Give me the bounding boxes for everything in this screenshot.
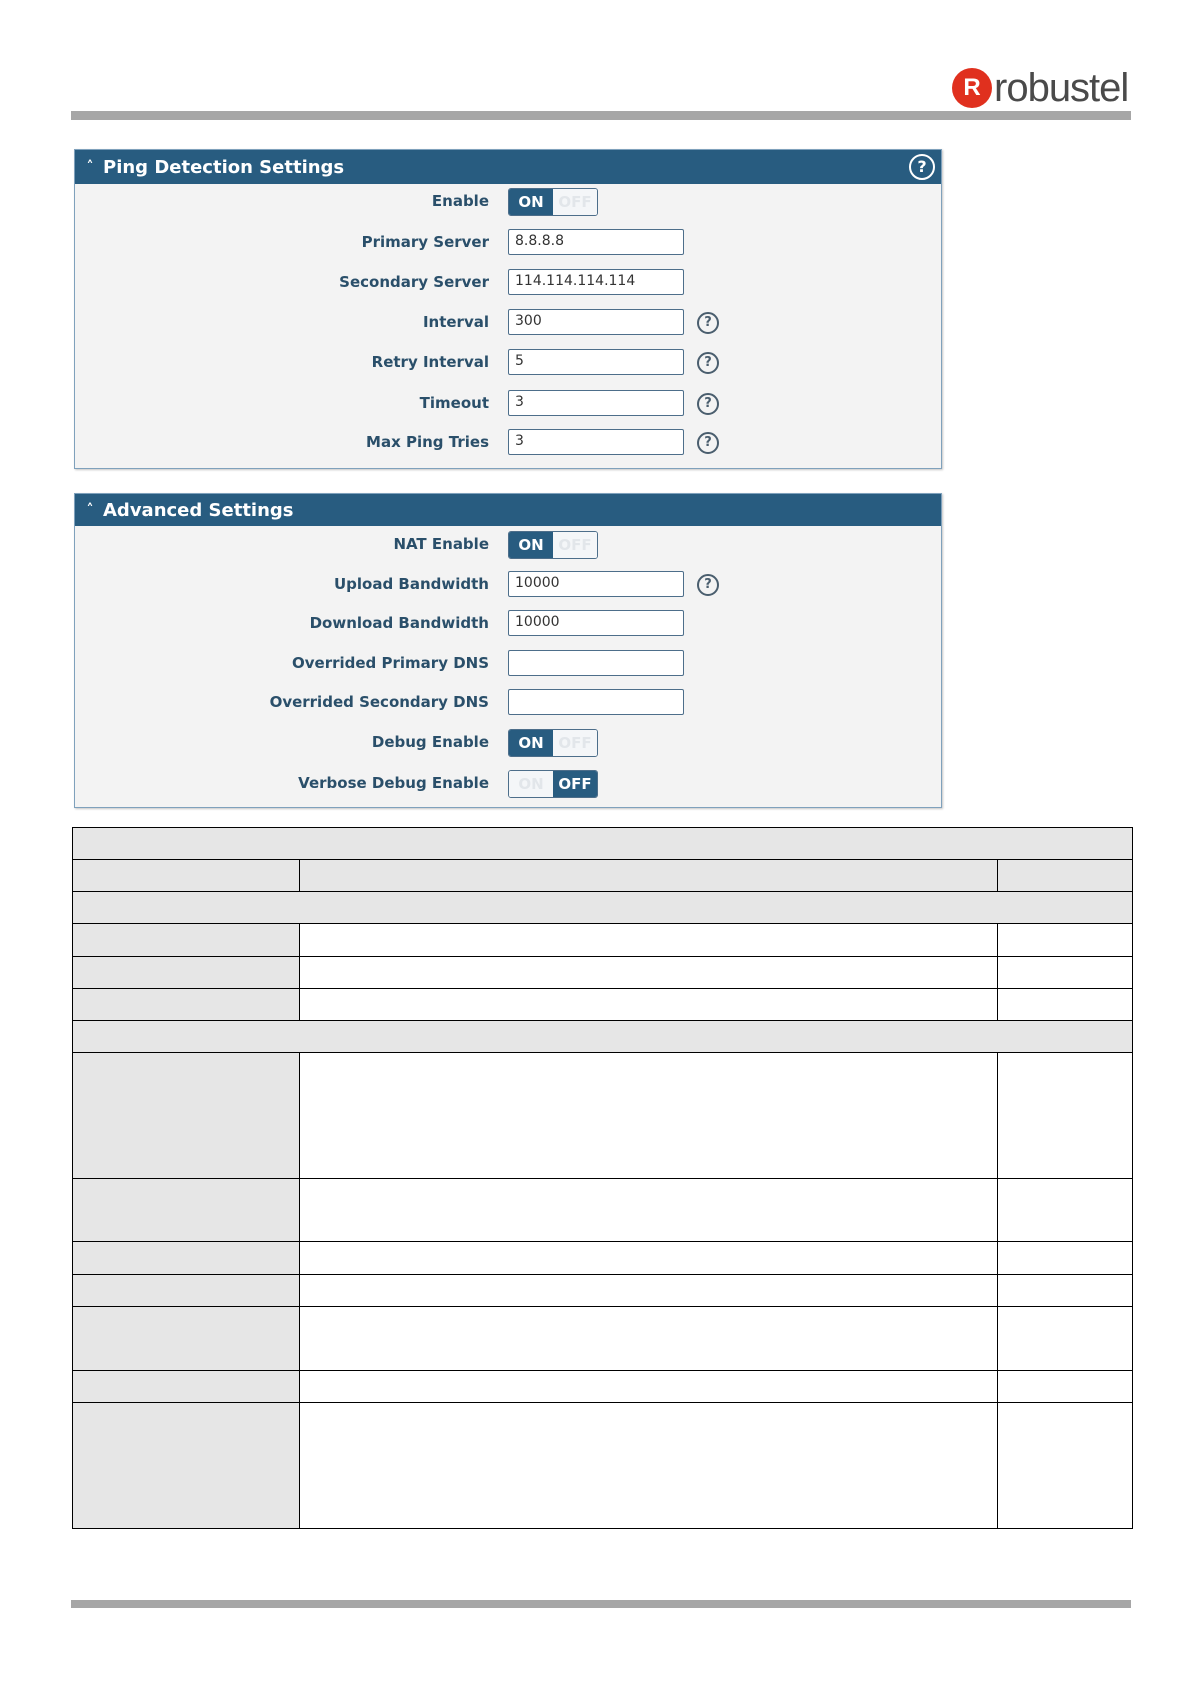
ping-enable-row xyxy=(75,188,941,218)
debug-enable-toggle[interactable] xyxy=(508,729,598,757)
chevron-up-icon[interactable]: ˄ xyxy=(86,159,94,175)
table-row xyxy=(73,1242,1133,1275)
advanced-panel-header[interactable] xyxy=(75,494,941,526)
toggle-on[interactable]: ON xyxy=(509,189,553,215)
max-ping-tries-input[interactable]: 3 xyxy=(508,429,684,455)
table-cell xyxy=(73,989,300,1021)
table-cell xyxy=(300,860,998,892)
table-cell xyxy=(300,1403,998,1529)
table-cell xyxy=(300,957,998,989)
table-cell xyxy=(998,989,1133,1021)
table-cell xyxy=(73,860,300,892)
advanced-panel-title: Advanced Settings xyxy=(103,499,294,521)
table-cell xyxy=(73,1053,300,1179)
logo-mark: R xyxy=(952,68,992,108)
header-divider xyxy=(71,111,1131,120)
question-circle-icon[interactable]: ? xyxy=(697,352,719,374)
retry-interval-label: Retry Interval xyxy=(371,353,489,371)
download-bandwidth-input[interactable]: 10000 xyxy=(508,610,684,636)
table-cell xyxy=(73,1371,300,1403)
table-cell xyxy=(300,1179,998,1242)
table-row xyxy=(73,1403,1133,1529)
secondary-server-input[interactable]: 114.114.114.114 xyxy=(508,269,684,295)
table-cell xyxy=(998,1371,1133,1403)
table-row xyxy=(73,957,1133,989)
table-section-row xyxy=(73,1021,1133,1053)
primary-dns-label: Overrided Primary DNS xyxy=(292,654,489,672)
debug-enable-row xyxy=(75,729,941,759)
table-cell xyxy=(998,924,1133,957)
interval-row xyxy=(75,309,941,339)
secondary-server-row xyxy=(75,269,941,299)
robustel-logo xyxy=(952,66,1128,110)
table-cell xyxy=(73,957,300,989)
debug-enable-label: Debug Enable xyxy=(371,733,489,751)
max-ping-tries-label: Max Ping Tries xyxy=(366,433,489,451)
table-cell xyxy=(300,1242,998,1275)
table-cell xyxy=(73,828,1133,860)
ping-panel-title: Ping Detection Settings xyxy=(103,156,345,178)
timeout-row xyxy=(75,390,941,420)
nat-enable-row xyxy=(75,531,941,561)
question-circle-icon[interactable]: ? xyxy=(697,393,719,415)
verbose-debug-toggle[interactable] xyxy=(508,770,598,798)
table-cell xyxy=(300,924,998,957)
table-cell xyxy=(73,892,1133,924)
question-circle-icon[interactable]: ? xyxy=(909,154,935,180)
ping-detection-panel xyxy=(74,149,942,469)
table-cell xyxy=(73,1179,300,1242)
chevron-up-icon[interactable]: ˄ xyxy=(86,502,94,518)
advanced-settings-panel xyxy=(74,493,942,808)
table-row xyxy=(73,1275,1133,1307)
table-cell xyxy=(300,989,998,1021)
interval-input[interactable]: 300 xyxy=(508,309,684,335)
table-row xyxy=(73,924,1133,957)
nat-enable-label: NAT Enable xyxy=(393,535,489,553)
max-ping-tries-row xyxy=(75,429,941,459)
toggle-off[interactable]: OFF xyxy=(553,532,597,558)
table-row xyxy=(73,1053,1133,1179)
primary-server-row xyxy=(75,229,941,259)
ping-panel-header[interactable] xyxy=(75,150,941,184)
table-cell xyxy=(300,1053,998,1179)
enable-label: Enable xyxy=(431,192,489,210)
toggle-off[interactable]: OFF xyxy=(553,730,597,756)
table-cell xyxy=(998,1242,1133,1275)
toggle-on[interactable]: ON xyxy=(509,730,553,756)
question-circle-icon[interactable]: ? xyxy=(697,574,719,596)
upload-bandwidth-label: Upload Bandwidth xyxy=(333,575,489,593)
table-cell xyxy=(998,860,1133,892)
upload-bandwidth-row xyxy=(75,571,941,601)
table-cell xyxy=(73,924,300,957)
timeout-input[interactable]: 3 xyxy=(508,390,684,416)
parameter-table xyxy=(72,827,1133,1529)
primary-server-input[interactable]: 8.8.8.8 xyxy=(508,229,684,255)
table-cell xyxy=(998,1053,1133,1179)
table-section-row xyxy=(73,892,1133,924)
footer-divider xyxy=(71,1600,1131,1608)
table-row xyxy=(73,1307,1133,1371)
table-cell xyxy=(998,1179,1133,1242)
secondary-dns-label: Overrided Secondary DNS xyxy=(269,693,489,711)
toggle-on[interactable]: ON xyxy=(509,532,553,558)
table-cell xyxy=(73,1403,300,1529)
upload-bandwidth-input[interactable]: 10000 xyxy=(508,571,684,597)
table-cell xyxy=(300,1371,998,1403)
verbose-debug-row xyxy=(75,770,941,800)
table-row xyxy=(73,1371,1133,1403)
nat-enable-toggle[interactable] xyxy=(508,531,598,559)
table-cell xyxy=(998,957,1133,989)
table-header-row xyxy=(73,860,1133,892)
download-bandwidth-label: Download Bandwidth xyxy=(309,614,489,632)
enable-toggle[interactable] xyxy=(508,188,598,216)
retry-interval-row xyxy=(75,349,941,379)
secondary-server-label: Secondary Server xyxy=(339,273,489,291)
table-cell xyxy=(998,1403,1133,1529)
table-cell xyxy=(73,1021,1133,1053)
table-cell xyxy=(73,1275,300,1307)
toggle-off[interactable]: OFF xyxy=(553,189,597,215)
primary-dns-row xyxy=(75,650,941,680)
timeout-label: Timeout xyxy=(419,394,489,412)
download-bandwidth-row xyxy=(75,610,941,640)
table-cell xyxy=(998,1275,1133,1307)
retry-interval-input[interactable]: 5 xyxy=(508,349,684,375)
table-title-row xyxy=(73,828,1133,860)
table-cell xyxy=(998,1307,1133,1371)
verbose-debug-label: Verbose Debug Enable xyxy=(298,774,489,792)
question-circle-icon[interactable]: ? xyxy=(697,432,719,454)
table-row xyxy=(73,1179,1133,1242)
logo-text: robustel xyxy=(994,66,1129,110)
interval-label: Interval xyxy=(422,313,489,331)
toggle-off[interactable]: OFF xyxy=(553,771,597,797)
table-cell xyxy=(300,1275,998,1307)
table-cell xyxy=(73,1242,300,1275)
table-row xyxy=(73,989,1133,1021)
primary-server-label: Primary Server xyxy=(361,233,489,251)
toggle-on[interactable]: ON xyxy=(509,771,553,797)
secondary-dns-input[interactable] xyxy=(508,689,684,715)
primary-dns-input[interactable] xyxy=(508,650,684,676)
question-circle-icon[interactable]: ? xyxy=(697,312,719,334)
secondary-dns-row xyxy=(75,689,941,719)
table-cell xyxy=(300,1307,998,1371)
table-cell xyxy=(73,1307,300,1371)
